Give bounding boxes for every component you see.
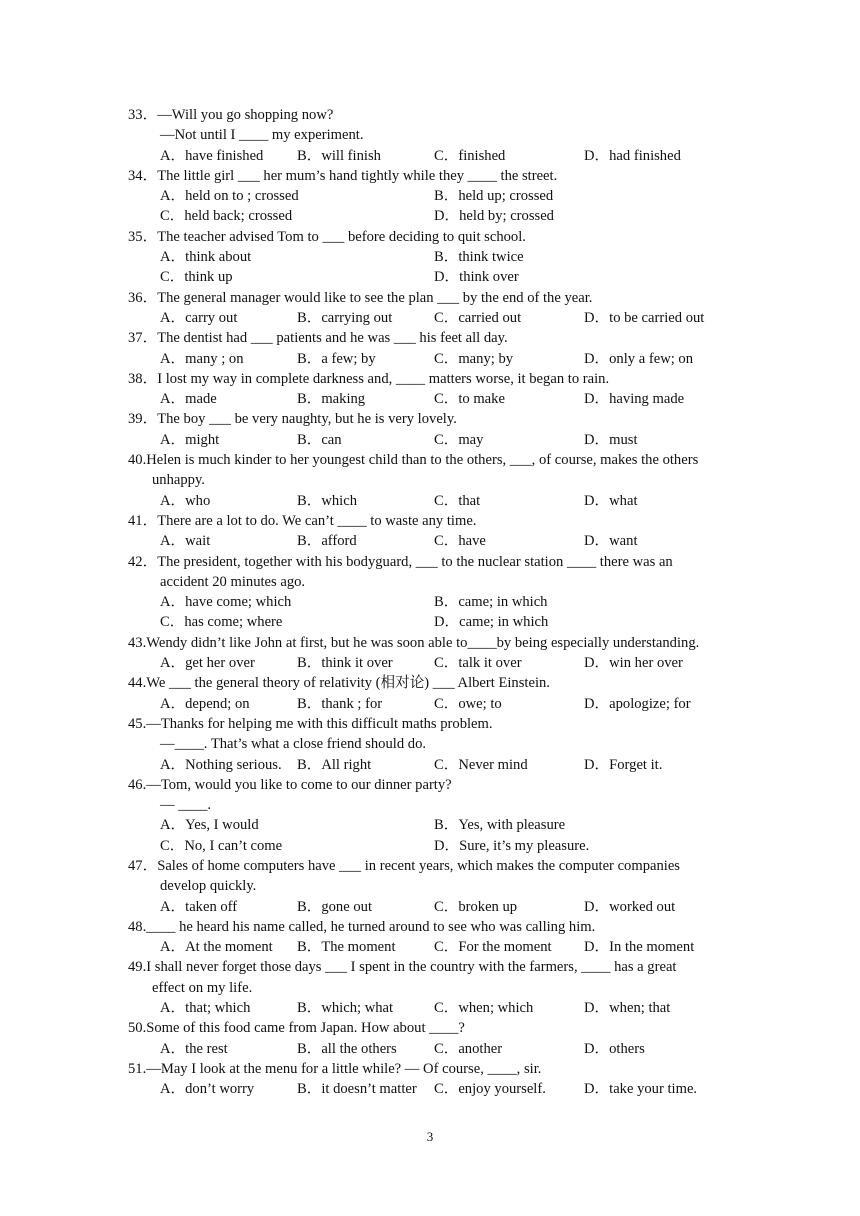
answer-option: D．want	[584, 533, 638, 550]
question-item	[128, 673, 732, 714]
answer-option: A．At the moment	[160, 939, 273, 956]
answer-option: B．which; what	[297, 1000, 394, 1017]
answer-option: A．Yes, I would	[160, 817, 259, 834]
question-stem	[128, 166, 732, 186]
answer-option: B．think twice	[434, 249, 524, 266]
question-continuation: — ____.	[160, 797, 212, 814]
options-row	[128, 897, 732, 917]
answer-option: D．had finished	[584, 147, 681, 164]
question-text: —Thanks for helping me with this difficult maths problem.	[146, 715, 493, 732]
question-stem	[128, 633, 732, 653]
answer-option: C．finished	[434, 147, 506, 164]
answer-option: C．Never mind	[434, 756, 528, 773]
answer-option: A．carry out	[160, 309, 238, 326]
answer-option: C．talk it over	[434, 655, 522, 672]
answer-option: C．to make	[434, 391, 505, 408]
question-item	[128, 957, 732, 1018]
answer-option: D．must	[584, 431, 638, 448]
answer-option: C．carried out	[434, 309, 522, 326]
options-row	[128, 308, 732, 328]
question-item	[128, 409, 732, 450]
question-stem	[128, 511, 732, 531]
question-item	[128, 1059, 732, 1100]
question-text: ____ he heard his name called, he turned around to see who was calling him.	[146, 918, 596, 935]
answer-option: D．apologize; for	[584, 695, 691, 712]
answer-option: A．get her over	[160, 655, 255, 672]
question-item	[128, 227, 732, 288]
answer-option: D．held by; crossed	[434, 208, 554, 225]
options-row	[128, 349, 732, 369]
question-number: 42．	[128, 553, 158, 570]
options-row	[128, 247, 732, 267]
options-row	[128, 146, 732, 166]
answer-option: B．Yes, with pleasure	[434, 817, 566, 834]
question-item	[128, 917, 732, 958]
question-stem	[128, 328, 732, 348]
question-number: 40.	[128, 452, 147, 469]
answer-option: C．many; by	[434, 350, 514, 367]
answer-option: A．might	[160, 431, 220, 448]
options-row	[128, 836, 732, 856]
question-stem	[128, 957, 732, 977]
answer-option: D．others	[584, 1040, 645, 1057]
answer-option: B．will finish	[297, 147, 381, 164]
answer-option: A．don’t worry	[160, 1081, 255, 1098]
question-item	[128, 714, 732, 775]
question-stem	[128, 917, 732, 937]
question-stem	[128, 369, 732, 389]
answer-option: D．having made	[584, 391, 685, 408]
answer-option: C．No, I can’t come	[160, 837, 283, 854]
options-row	[128, 206, 732, 226]
question-text: —Tom, would you like to come to our dinner party?	[146, 776, 452, 793]
question-item	[128, 856, 732, 917]
question-item	[128, 105, 732, 166]
question-text: Some of this food came from Japan. How about ____?	[146, 1020, 465, 1037]
answer-option: C．broken up	[434, 898, 518, 915]
question-text: The president, together with his bodyguard, ___ to the nuclear station ____ there was an	[157, 553, 673, 570]
answer-option: B．came; in which	[434, 594, 548, 611]
answer-option: D．to be carried out	[584, 309, 705, 326]
question-text: Sales of home computers have ___ in recent years, which makes the computer companies	[157, 857, 680, 874]
options-row	[128, 389, 732, 409]
answer-option: D．win her over	[584, 655, 683, 672]
answer-option: A．that; which	[160, 1000, 251, 1017]
question-number: 43.	[128, 634, 147, 651]
question-continuation: unhappy.	[152, 472, 205, 489]
question-number: 41．	[128, 512, 158, 529]
answer-option: A．made	[160, 391, 217, 408]
answer-option: D．what	[584, 492, 638, 509]
question-text: Helen is much kinder to her youngest child than to the others, ___, of course, makes the others	[146, 452, 699, 469]
question-number: 46.	[128, 776, 147, 793]
answer-option: C．have	[434, 533, 486, 550]
options-row	[128, 430, 732, 450]
question-stem	[128, 856, 732, 876]
question-continuation: accident 20 minutes ago.	[160, 573, 306, 590]
options-row	[128, 1079, 732, 1099]
question-text: Wendy didn’t like John at first, but he was soon able to____by being especially understanding.	[146, 634, 700, 651]
answer-option: B．All right	[297, 756, 372, 773]
answer-option: A．think about	[160, 249, 252, 266]
question-item	[128, 775, 732, 856]
question-continuation: develop quickly.	[160, 878, 257, 895]
answer-option: A．many ; on	[160, 350, 244, 367]
options-row	[128, 937, 732, 957]
question-number: 50.	[128, 1020, 147, 1037]
answer-option: A．held on to ; crossed	[160, 188, 299, 205]
question-stem	[128, 227, 732, 247]
question-text: —Will you go shopping now?	[157, 107, 334, 123]
question-item	[128, 450, 732, 511]
answer-option: A．have come; which	[160, 594, 292, 611]
question-number: 51.	[128, 1060, 147, 1077]
question-number: 47．	[128, 857, 158, 874]
question-number: 48.	[128, 918, 147, 935]
answer-option: B．held up; crossed	[434, 188, 554, 205]
question-number: 35．	[128, 228, 158, 245]
question-number: 34．	[128, 167, 158, 184]
question-stem	[128, 552, 732, 572]
answer-option: D．worked out	[584, 898, 676, 915]
answer-option: C．has come; where	[160, 614, 283, 631]
answer-option: C．held back; crossed	[160, 208, 293, 225]
question-stem	[128, 450, 732, 470]
question-item	[128, 633, 732, 674]
answer-option: A．the rest	[160, 1040, 228, 1057]
question-item	[128, 1018, 732, 1059]
options-row	[128, 491, 732, 511]
answer-option: A．Nothing serious.	[160, 756, 282, 773]
answer-option: B．all the others	[297, 1040, 397, 1057]
options-row	[128, 755, 732, 775]
question-text: I lost my way in complete darkness and, ____ matters worse, it began to rain.	[157, 370, 610, 387]
answer-option: D．Forget it.	[584, 756, 663, 773]
answer-option: C．enjoy yourself.	[434, 1081, 546, 1098]
question-item	[128, 552, 732, 633]
answer-option: D．came; in which	[434, 614, 549, 631]
answer-option: C．For the moment	[434, 939, 552, 956]
question-stem	[128, 775, 732, 795]
answer-option: B．The moment	[297, 939, 396, 956]
question-text: —May I look at the menu for a little while? — Of course, ____, sir.	[146, 1060, 542, 1077]
question-item	[128, 369, 732, 410]
question-item	[128, 328, 732, 369]
answer-option: D．think over	[434, 269, 519, 286]
question-text: The teacher advised Tom to ___ before deciding to quit school.	[157, 228, 526, 245]
question-number: 45.	[128, 715, 147, 732]
question-number: 39．	[128, 411, 158, 428]
question-number: 38．	[128, 370, 158, 387]
answer-option: D．only a few; on	[584, 350, 694, 367]
answer-option: C．that	[434, 492, 481, 509]
options-row	[128, 653, 732, 673]
page-number: 3	[426, 1129, 434, 1144]
answer-option: C．may	[434, 431, 484, 448]
question-number: 33．	[128, 107, 158, 123]
options-row	[128, 612, 732, 632]
question-stem	[128, 714, 732, 734]
question-stem	[128, 288, 732, 308]
answer-option: B．gone out	[297, 898, 372, 915]
question-stem	[128, 1018, 732, 1038]
answer-option: A．taken off	[160, 898, 238, 915]
question-stem	[128, 673, 732, 693]
answer-option: B．can	[297, 431, 342, 448]
answer-option: D．take your time.	[584, 1081, 698, 1098]
answer-option: B．think it over	[297, 655, 393, 672]
answer-option: C．another	[434, 1040, 503, 1057]
options-row	[128, 267, 732, 287]
question-stem	[128, 409, 732, 429]
options-row	[128, 815, 732, 835]
question-item	[128, 511, 732, 552]
question-stem	[128, 105, 732, 125]
question-continuation: —Not until I ____ my experiment.	[160, 127, 364, 144]
answer-option: B．carrying out	[297, 309, 393, 326]
question-item	[128, 166, 732, 227]
answer-option: B．which	[297, 492, 357, 509]
question-number: 37．	[128, 330, 158, 347]
question-text: The dentist had ___ patients and he was ___ his feet all day.	[157, 330, 508, 347]
question-list	[128, 105, 732, 1100]
options-row	[128, 592, 732, 612]
question-text: The general manager would like to see the plan ___ by the end of the year.	[157, 289, 593, 306]
answer-option: B．a few; by	[297, 350, 376, 367]
answer-option: D．when; that	[584, 1000, 671, 1017]
question-text: There are a lot to do. We can’t ____ to waste any time.	[157, 512, 477, 529]
answer-option: D．Sure, it’s my pleasure.	[434, 837, 590, 854]
question-text: The boy ___ be very naughty, but he is very lovely.	[157, 411, 457, 428]
answer-option: C．owe; to	[434, 695, 502, 712]
options-row	[128, 1039, 732, 1059]
answer-option: C．when; which	[434, 1000, 534, 1017]
question-text: We ___ the general theory of relativity (相对论) ___ Albert Einstein.	[146, 675, 550, 692]
question-number: 36．	[128, 289, 158, 306]
options-row	[128, 186, 732, 206]
answer-option: C．think up	[160, 269, 233, 286]
answer-option: B．afford	[297, 533, 357, 550]
answer-option: B．it doesn’t matter	[297, 1081, 417, 1098]
question-item	[128, 288, 732, 329]
question-stem	[128, 1059, 732, 1079]
answer-option: B．making	[297, 391, 366, 408]
options-row	[128, 998, 732, 1018]
answer-option: A．wait	[160, 533, 211, 550]
options-row	[128, 531, 732, 551]
question-continuation: effect on my life.	[152, 979, 253, 996]
options-row	[128, 694, 732, 714]
answer-option: B．thank ; for	[297, 695, 383, 712]
answer-option: A．who	[160, 492, 211, 509]
question-text: The little girl ___ her mum’s hand tightly while they ____ the street.	[157, 167, 558, 184]
answer-option: D．In the moment	[584, 939, 695, 956]
answer-option: A．have finished	[160, 147, 264, 164]
answer-option: A．depend; on	[160, 695, 250, 712]
question-number: 44.	[128, 675, 147, 692]
question-continuation: —____. That’s what a close friend should do.	[160, 736, 427, 753]
question-number: 49.	[128, 959, 147, 976]
question-text: I shall never forget those days ___ I spent in the country with the farmers, ____ has a great	[146, 959, 677, 976]
